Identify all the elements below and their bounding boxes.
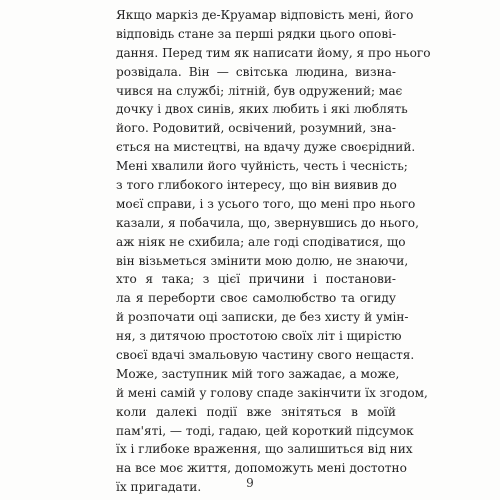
body-paragraph — [116, 6, 431, 497]
text-line: їх пригадати. — [116, 480, 202, 495]
text-line: ла я переборти своє самолюбство та огиду — [116, 291, 396, 306]
text-line: своєї вдачі змальовую частину свого нещастя. — [116, 348, 415, 363]
text-line: пам'яті, — тоді, гадаю, цей короткий підсумок — [116, 423, 414, 438]
text-line: відповідь стане за перші рядки цього опові- — [116, 26, 397, 41]
text-line: Може, заступник мій того зажадає, а може, — [116, 366, 400, 381]
text-line: й мені самій у голову спаде закінчити їх згодом, — [116, 385, 428, 400]
text-line: ня, з дитячою простотою своїх літ і щирістю — [116, 329, 402, 344]
text-line: моєї справи, і з усього того, що мені про нього — [116, 196, 416, 211]
text-line: й розпочати оці записки, де без хисту й умін- — [116, 310, 409, 325]
text-line: хто я така; з цієї причини і постанови- — [116, 272, 396, 287]
text-line: дання. Перед тим як написати йому, я про нього — [116, 45, 431, 60]
page-number: 9 — [246, 476, 254, 490]
text-line: його. Родовитий, освічений, розумний, зна- — [116, 121, 396, 136]
text-line: на все моє життя, допоможуть мені достотно — [116, 461, 407, 476]
text-line: Якщо маркіз де-Круамар відповість мені, його — [116, 8, 414, 22]
text-line: Мені хвалили його чуйність, честь і чесність; — [116, 159, 408, 174]
text-line: казали, я побачила, що, звернувшись до нього, — [116, 215, 419, 230]
text-line: з того глибокого інтересу, що він виявив до — [116, 178, 397, 193]
text-line: він візьметься змінити мою долю, не знаючи, — [116, 253, 409, 268]
text-line: аж ніяк не схибила; але годі сподіватися, що — [116, 234, 406, 249]
text-line: коли далекі події вже знітяться в моїй — [116, 404, 396, 419]
text-line: чився на службі; літній, був одружений; має — [116, 83, 403, 98]
text-line: ється на мистецтві, на вдачу дуже своєрідний. — [116, 140, 416, 155]
text-line: розвідала. Він — світська людина, визна- — [116, 64, 396, 79]
text-line: їх і глибоке враження, що залишиться від них — [116, 442, 413, 457]
text-line: дочку і двох синів, яких любить і які люблять — [116, 102, 408, 117]
